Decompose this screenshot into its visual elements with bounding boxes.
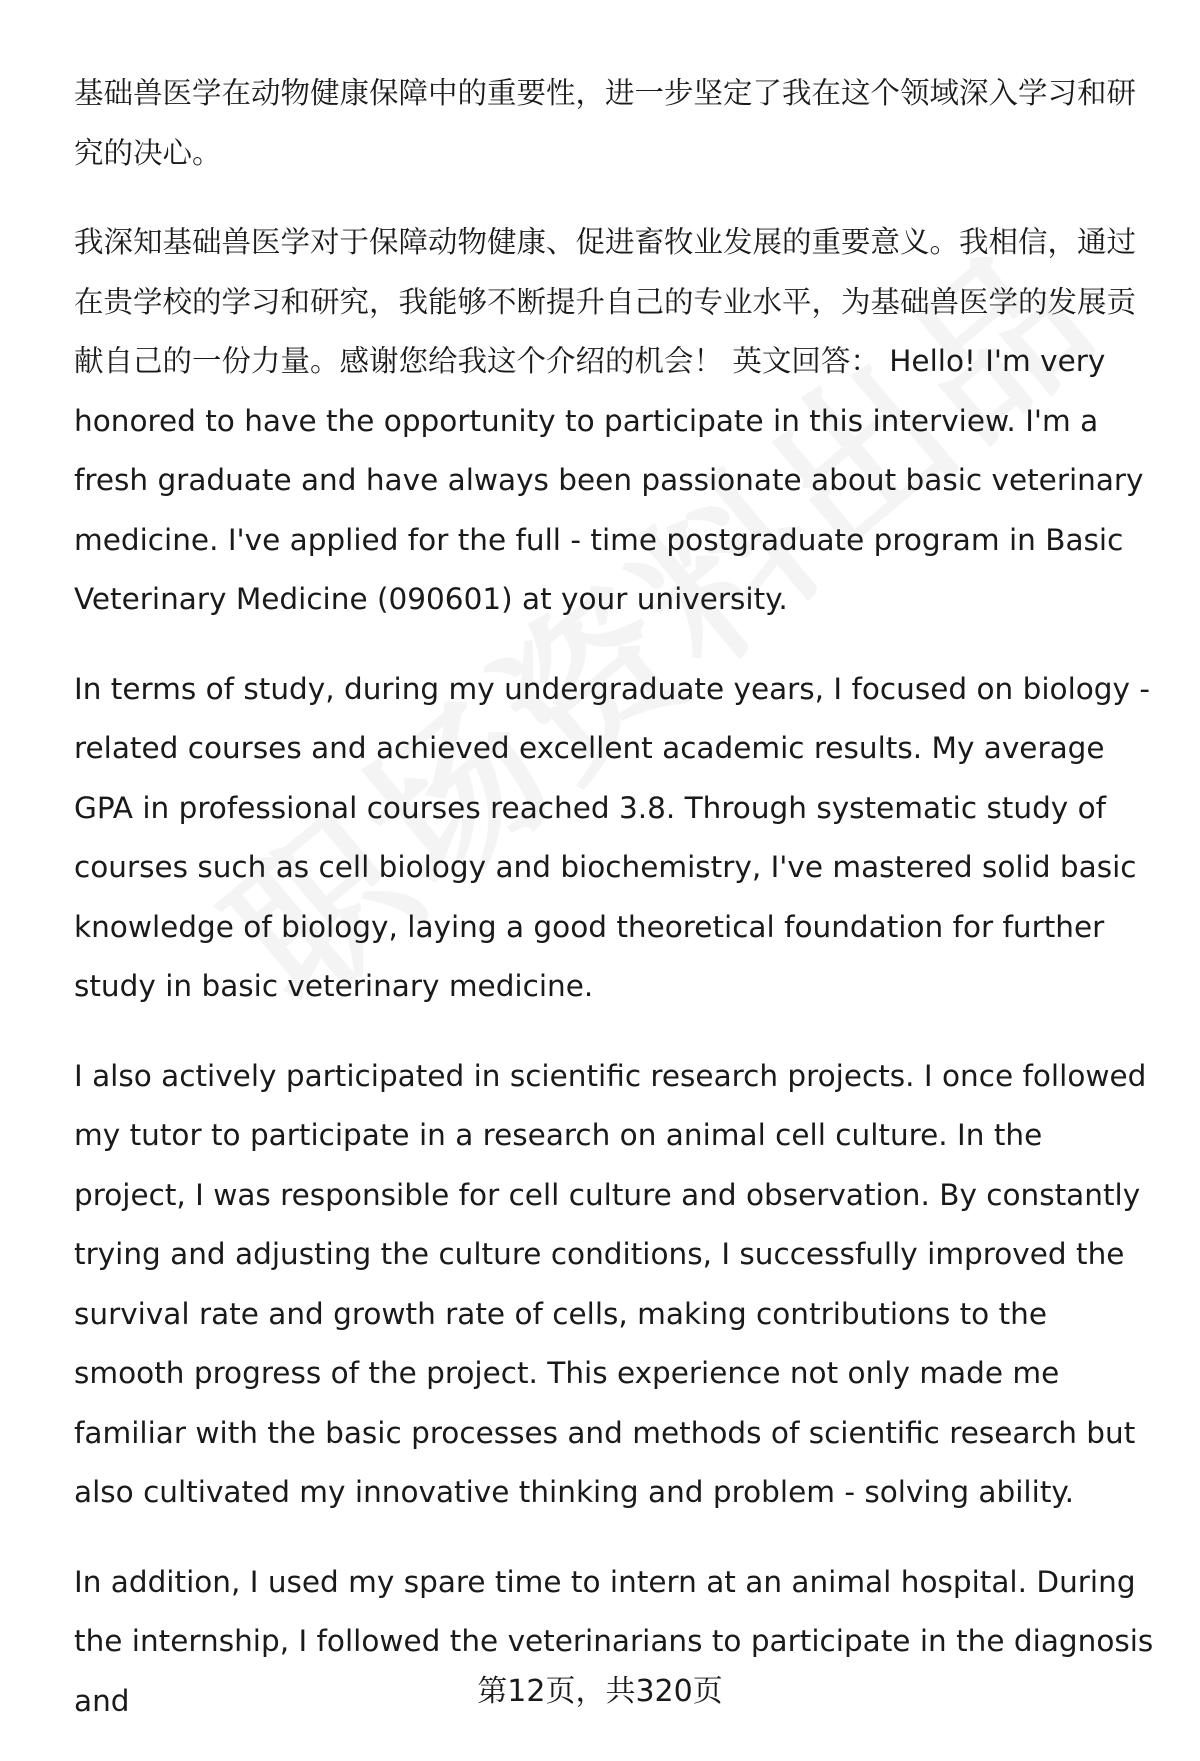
paragraph-4: I also actively participated in scientific research projects. I once followed my tutor to participate in a research on animal cell culture. In the project, I was responsible for cell culture and observation. By constantly trying and adjusting the culture conditions, I successfully improved the survival rate and growth rate of cells, making contributions to the smooth progress of the project. This experience not only made me familiar with the basic processes and methods of scientific research but also cultivated my innovative thinking and problem - solving ability. xyxy=(74,1058,1147,1509)
page-number: 第12页，共320页 xyxy=(477,1674,723,1709)
paragraph-3: In terms of study, during my undergraduate years, I focused on biology - related courses and achieved excellent academic results. My average GPA in professional courses reached 3.8. Through systematic study of courses such as cell biology and biochemistry, I've mastered solid basic knowledge of biology, laying a good theoretical foundation for further study in basic veterinary medicine. xyxy=(74,671,1151,1003)
paragraph-5: In addition, I used my spare time to intern at an animal hospital. During the internship, I followed the veterinarians to participate in the diagnosis and xyxy=(74,1564,1154,1718)
paragraph-1: 基础兽医学在动物健康保障中的重要性，进一步坚定了我在这个领域深入学习和研究的决心。 xyxy=(74,76,1137,170)
document-body xyxy=(74,64,1154,1761)
paragraph-2: 我深知基础兽医学对于保障动物健康、促进畜牧业发展的重要意义。我相信，通过在贵学校的学习和研究，我能够不断提升自己的专业水平，为基础兽医学的发展贡献自己的一份力量。感谢您给我这个介绍的机会！ 英文回答： Hello! I'm very honored to have the opportunity to participate in this interview. I'm a fresh graduate and have always been passionate about basic veterinary medicine. I've applied for the full - time postgraduate program in Basic Veterinary Medicine (090601) at your university. xyxy=(74,225,1144,616)
